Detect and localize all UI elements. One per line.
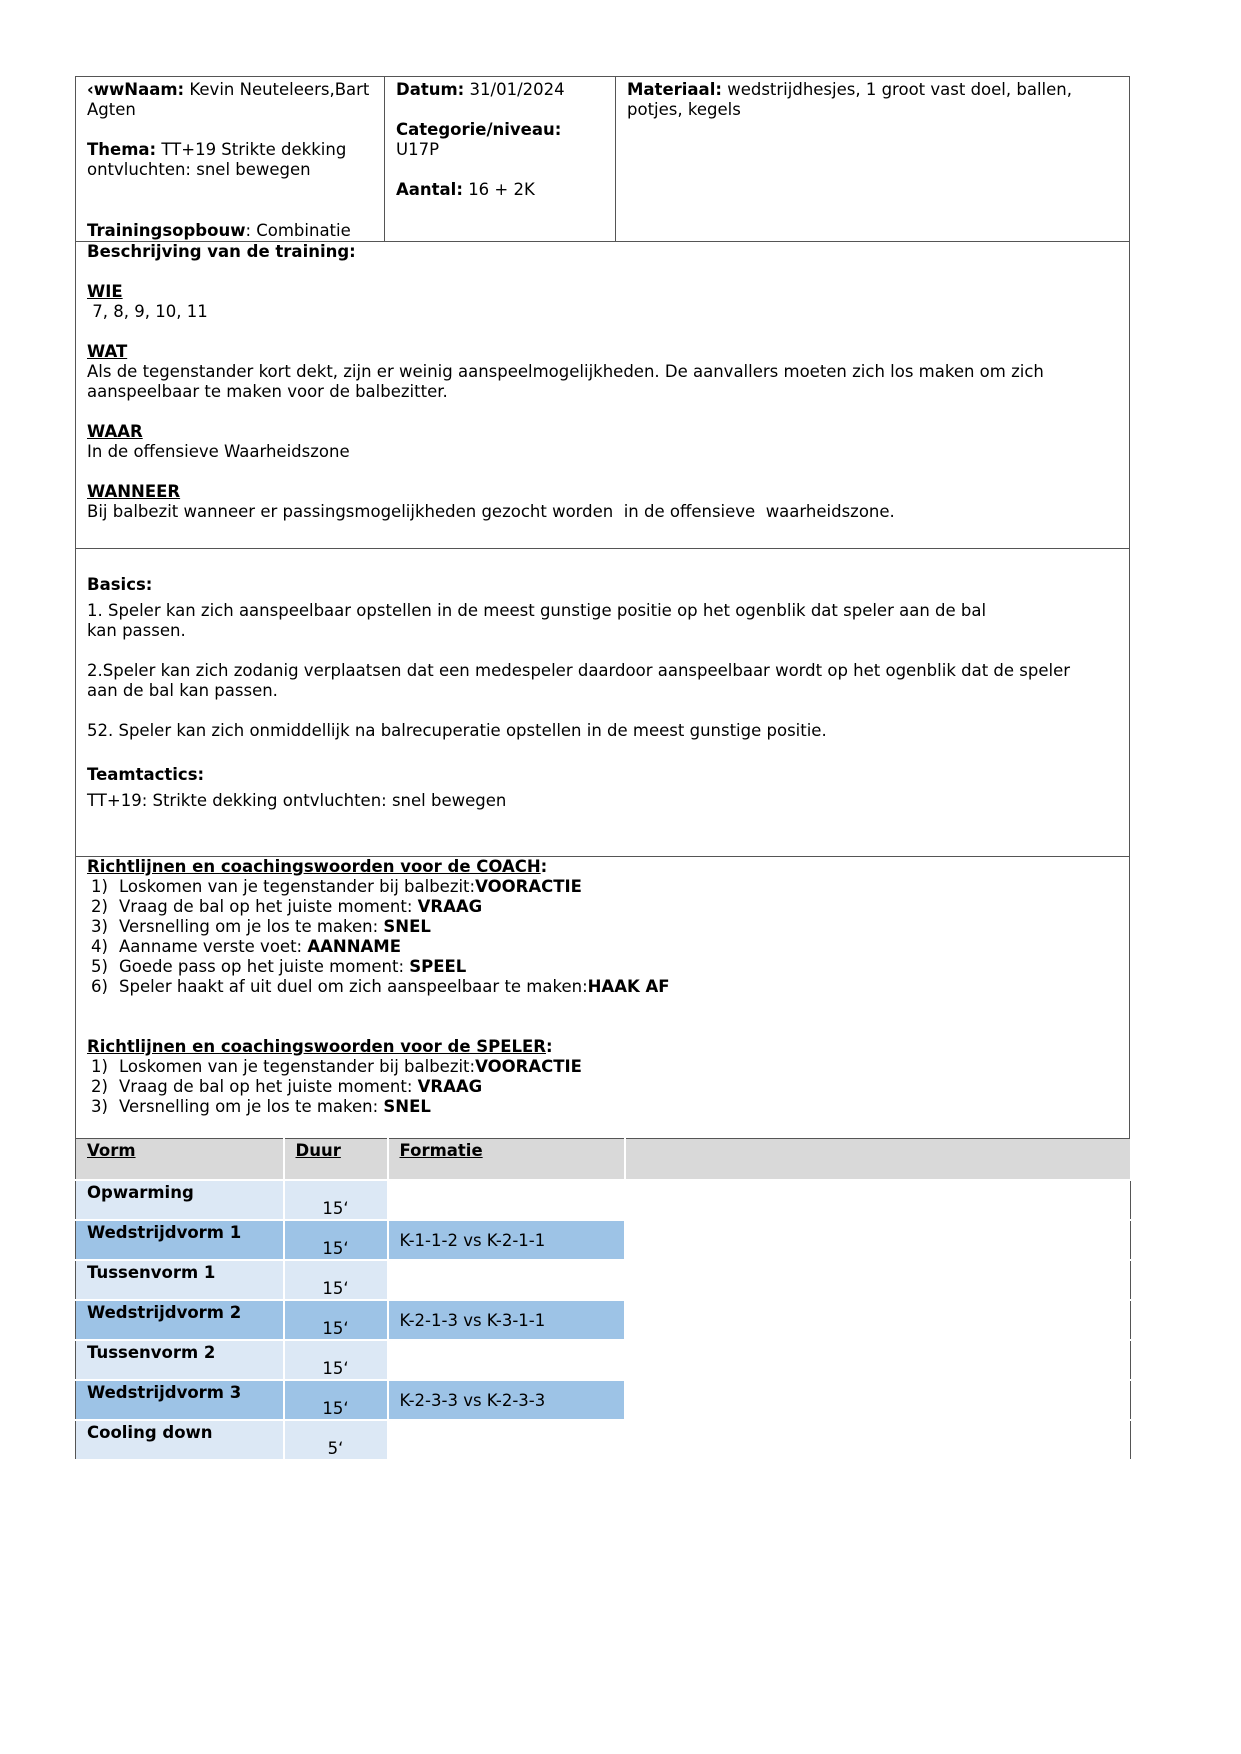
table-header-row (76, 1139, 1131, 1180)
empty-cell (625, 1420, 1131, 1460)
richtlijnen-section (75, 856, 1130, 1138)
empty-cell (625, 1260, 1131, 1300)
vorm-cell: Cooling down (76, 1420, 284, 1460)
coach-title-colon: : (540, 857, 548, 876)
empty-cell (625, 1300, 1131, 1340)
table-row (76, 1300, 1131, 1340)
training-plan-table (75, 1138, 1132, 1461)
duur-cell: 15‘ (284, 1300, 388, 1340)
coaching-word: VOORACTIE (475, 1057, 582, 1076)
training-sheet (75, 76, 1130, 1461)
formatie-cell (388, 1260, 625, 1300)
coaching-word: VOORACTIE (475, 877, 582, 896)
table-row (76, 1420, 1131, 1460)
duur-cell: 15‘ (284, 1180, 388, 1220)
table-row (76, 1340, 1131, 1380)
speler-item (87, 1077, 1118, 1097)
item-text: Speler haakt af uit duel om zich aanspeelbaar te maken: (119, 977, 588, 996)
header-cell-datum (384, 77, 615, 241)
basics-title: Basics: (87, 575, 153, 594)
item-number: 6) (91, 977, 108, 996)
item-number: 1) (91, 1057, 108, 1076)
speler-title: Richtlijnen en coachingswoorden voor de SPELER (87, 1037, 547, 1056)
coach-item (87, 957, 1118, 977)
wie-value: 7, 8, 9, 10, 11 (87, 302, 208, 321)
duur-cell: 15‘ (284, 1340, 388, 1380)
basic-1-line2: kan passen. (87, 621, 186, 640)
col-header-duur: Duur (284, 1139, 388, 1180)
vorm-cell: Tussenvorm 1 (76, 1260, 284, 1300)
basic-2-line1: 2.Speler kan zich zodanig verplaatsen dat een medespeler daardoor aanspeelbaar wordt op het ogenblik dat de speler (87, 661, 1071, 680)
empty-cell (625, 1220, 1131, 1260)
coaching-word: SPEEL (409, 957, 467, 976)
basic-3: 52. Speler kan zich onmiddellijk na balrecuperatie opstellen in de meest gunstige positie. (87, 721, 827, 740)
item-number: 4) (91, 937, 108, 956)
vorm-cell: Opwarming (76, 1180, 284, 1220)
duur-cell: 15‘ (284, 1260, 388, 1300)
aantal-label: Aantal: (396, 180, 463, 199)
vorm-cell: Wedstrijdvorm 1 (76, 1220, 284, 1260)
coach-item (87, 877, 1118, 897)
formatie-cell: K-2-1-3 vs K-3-1-1 (388, 1300, 625, 1340)
categorie-label: Categorie/niveau: (396, 120, 562, 139)
vorm-cell: Wedstrijdvorm 3 (76, 1380, 284, 1420)
item-number: 2) (91, 1077, 108, 1096)
wanneer-label: WANNEER (87, 482, 181, 501)
table-row (76, 1220, 1131, 1260)
table-row (76, 1260, 1131, 1300)
empty-cell (625, 1340, 1131, 1380)
formatie-cell (388, 1420, 625, 1460)
col-header-empty (625, 1139, 1131, 1180)
wat-line2: aanspeelbaar te maken voor de balbezitter. (87, 382, 448, 401)
teamtactics-title: Teamtactics: (87, 765, 205, 784)
coaching-word: VRAAG (417, 1077, 483, 1096)
naam-label: ‹wwNaam: (87, 80, 185, 99)
col-header-formatie: Formatie (388, 1139, 625, 1180)
materiaal-label: Materiaal: (627, 80, 722, 99)
speler-title-colon: : (546, 1037, 553, 1056)
table-row (76, 1380, 1131, 1420)
item-text: Versnelling om je los te maken: (119, 917, 384, 936)
table-row (76, 1180, 1131, 1220)
formatie-cell: K-1-1-2 vs K-2-1-1 (388, 1220, 625, 1260)
coaching-word: AANNAME (307, 937, 401, 956)
categorie-value: U17P (396, 140, 440, 159)
coaching-word: VRAAG (417, 897, 483, 916)
formatie-cell: K-2-3-3 vs K-2-3-3 (388, 1380, 625, 1420)
empty-cell (625, 1180, 1131, 1220)
item-text: Vraag de bal op het juiste moment: (119, 897, 418, 916)
header-cell-materiaal (615, 77, 1131, 241)
vorm-cell: Wedstrijdvorm 2 (76, 1300, 284, 1340)
coach-title: Richtlijnen en coachingswoorden voor de COACH (87, 857, 541, 876)
item-number: 2) (91, 897, 108, 916)
item-number: 1) (91, 877, 108, 896)
waar-value: In de offensieve Waarheidszone (87, 442, 350, 461)
empty-cell (625, 1380, 1131, 1420)
duur-cell: 15‘ (284, 1220, 388, 1260)
col-header-vorm: Vorm (76, 1139, 284, 1180)
beschrijving-section (75, 241, 1130, 548)
item-text: Goede pass op het juiste moment: (119, 957, 410, 976)
wat-line1: Als de tegenstander kort dekt, zijn er weinig aanspeelmogelijkheden. De aanvallers moeten zich los maken om zich (87, 362, 1044, 381)
item-text: Vraag de bal op het juiste moment: (119, 1077, 418, 1096)
coach-list (87, 877, 1118, 997)
thema-value: TT+19 Strikte dekking ontvluchten: snel bewegen (87, 140, 347, 179)
coaching-word: HAAK AF (587, 977, 670, 996)
opbouw-label: Trainingsopbouw (87, 221, 246, 240)
duur-cell: 5‘ (284, 1420, 388, 1460)
header-cell-naam (76, 77, 384, 241)
materiaal-value: wedstrijdhesjes, 1 groot vast doel, ballen, potjes, kegels (627, 80, 1072, 119)
wanneer-value: Bij balbezit wanneer er passingsmogelijkheden gezocht worden in de offensieve waarheidszone. (87, 502, 895, 521)
coach-item (87, 917, 1118, 937)
teamtactics-value: TT+19: Strikte dekking ontvluchten: snel bewegen (87, 791, 507, 810)
thema-label: Thema: (87, 140, 157, 159)
beschrijving-title: Beschrijving van de training: (87, 242, 356, 261)
speler-list (87, 1057, 1118, 1117)
coach-item (87, 897, 1118, 917)
formatie-cell (388, 1340, 625, 1380)
header-section (75, 76, 1130, 241)
vorm-cell: Tussenvorm 2 (76, 1340, 284, 1380)
coaching-word: SNEL (383, 917, 431, 936)
item-text: Loskomen van je tegenstander bij balbezit: (119, 877, 476, 896)
item-text: Aanname verste voet: (119, 937, 308, 956)
aantal-value: 16 + 2K (468, 180, 535, 199)
coach-item (87, 977, 1118, 997)
wat-label: WAT (87, 342, 128, 361)
basic-1-line1: 1. Speler kan zich aanspeelbaar opstellen in de meest gunstige positie op het ogenblik dat speler aan de bal (87, 601, 987, 620)
item-number: 3) (91, 917, 108, 936)
basic-2-line2: aan de bal kan passen. (87, 681, 278, 700)
item-number: 3) (91, 1097, 108, 1116)
coaching-word: SNEL (383, 1097, 431, 1116)
item-number: 5) (91, 957, 108, 976)
datum-value: 31/01/2024 (469, 80, 565, 99)
coach-item (87, 937, 1118, 957)
formatie-cell (388, 1180, 625, 1220)
wie-label: WIE (87, 282, 123, 301)
speler-item (87, 1057, 1118, 1077)
waar-label: WAAR (87, 422, 143, 441)
item-text: Versnelling om je los te maken: (119, 1097, 384, 1116)
item-text: Loskomen van je tegenstander bij balbezit: (119, 1057, 476, 1076)
duur-cell: 15‘ (284, 1380, 388, 1420)
opbouw-value: : Combinatie (245, 221, 351, 240)
datum-label: Datum: (396, 80, 465, 99)
speler-item (87, 1097, 1118, 1117)
naam-value: Kevin Neuteleers,Bart Agten (87, 80, 370, 119)
basics-section (75, 548, 1130, 856)
